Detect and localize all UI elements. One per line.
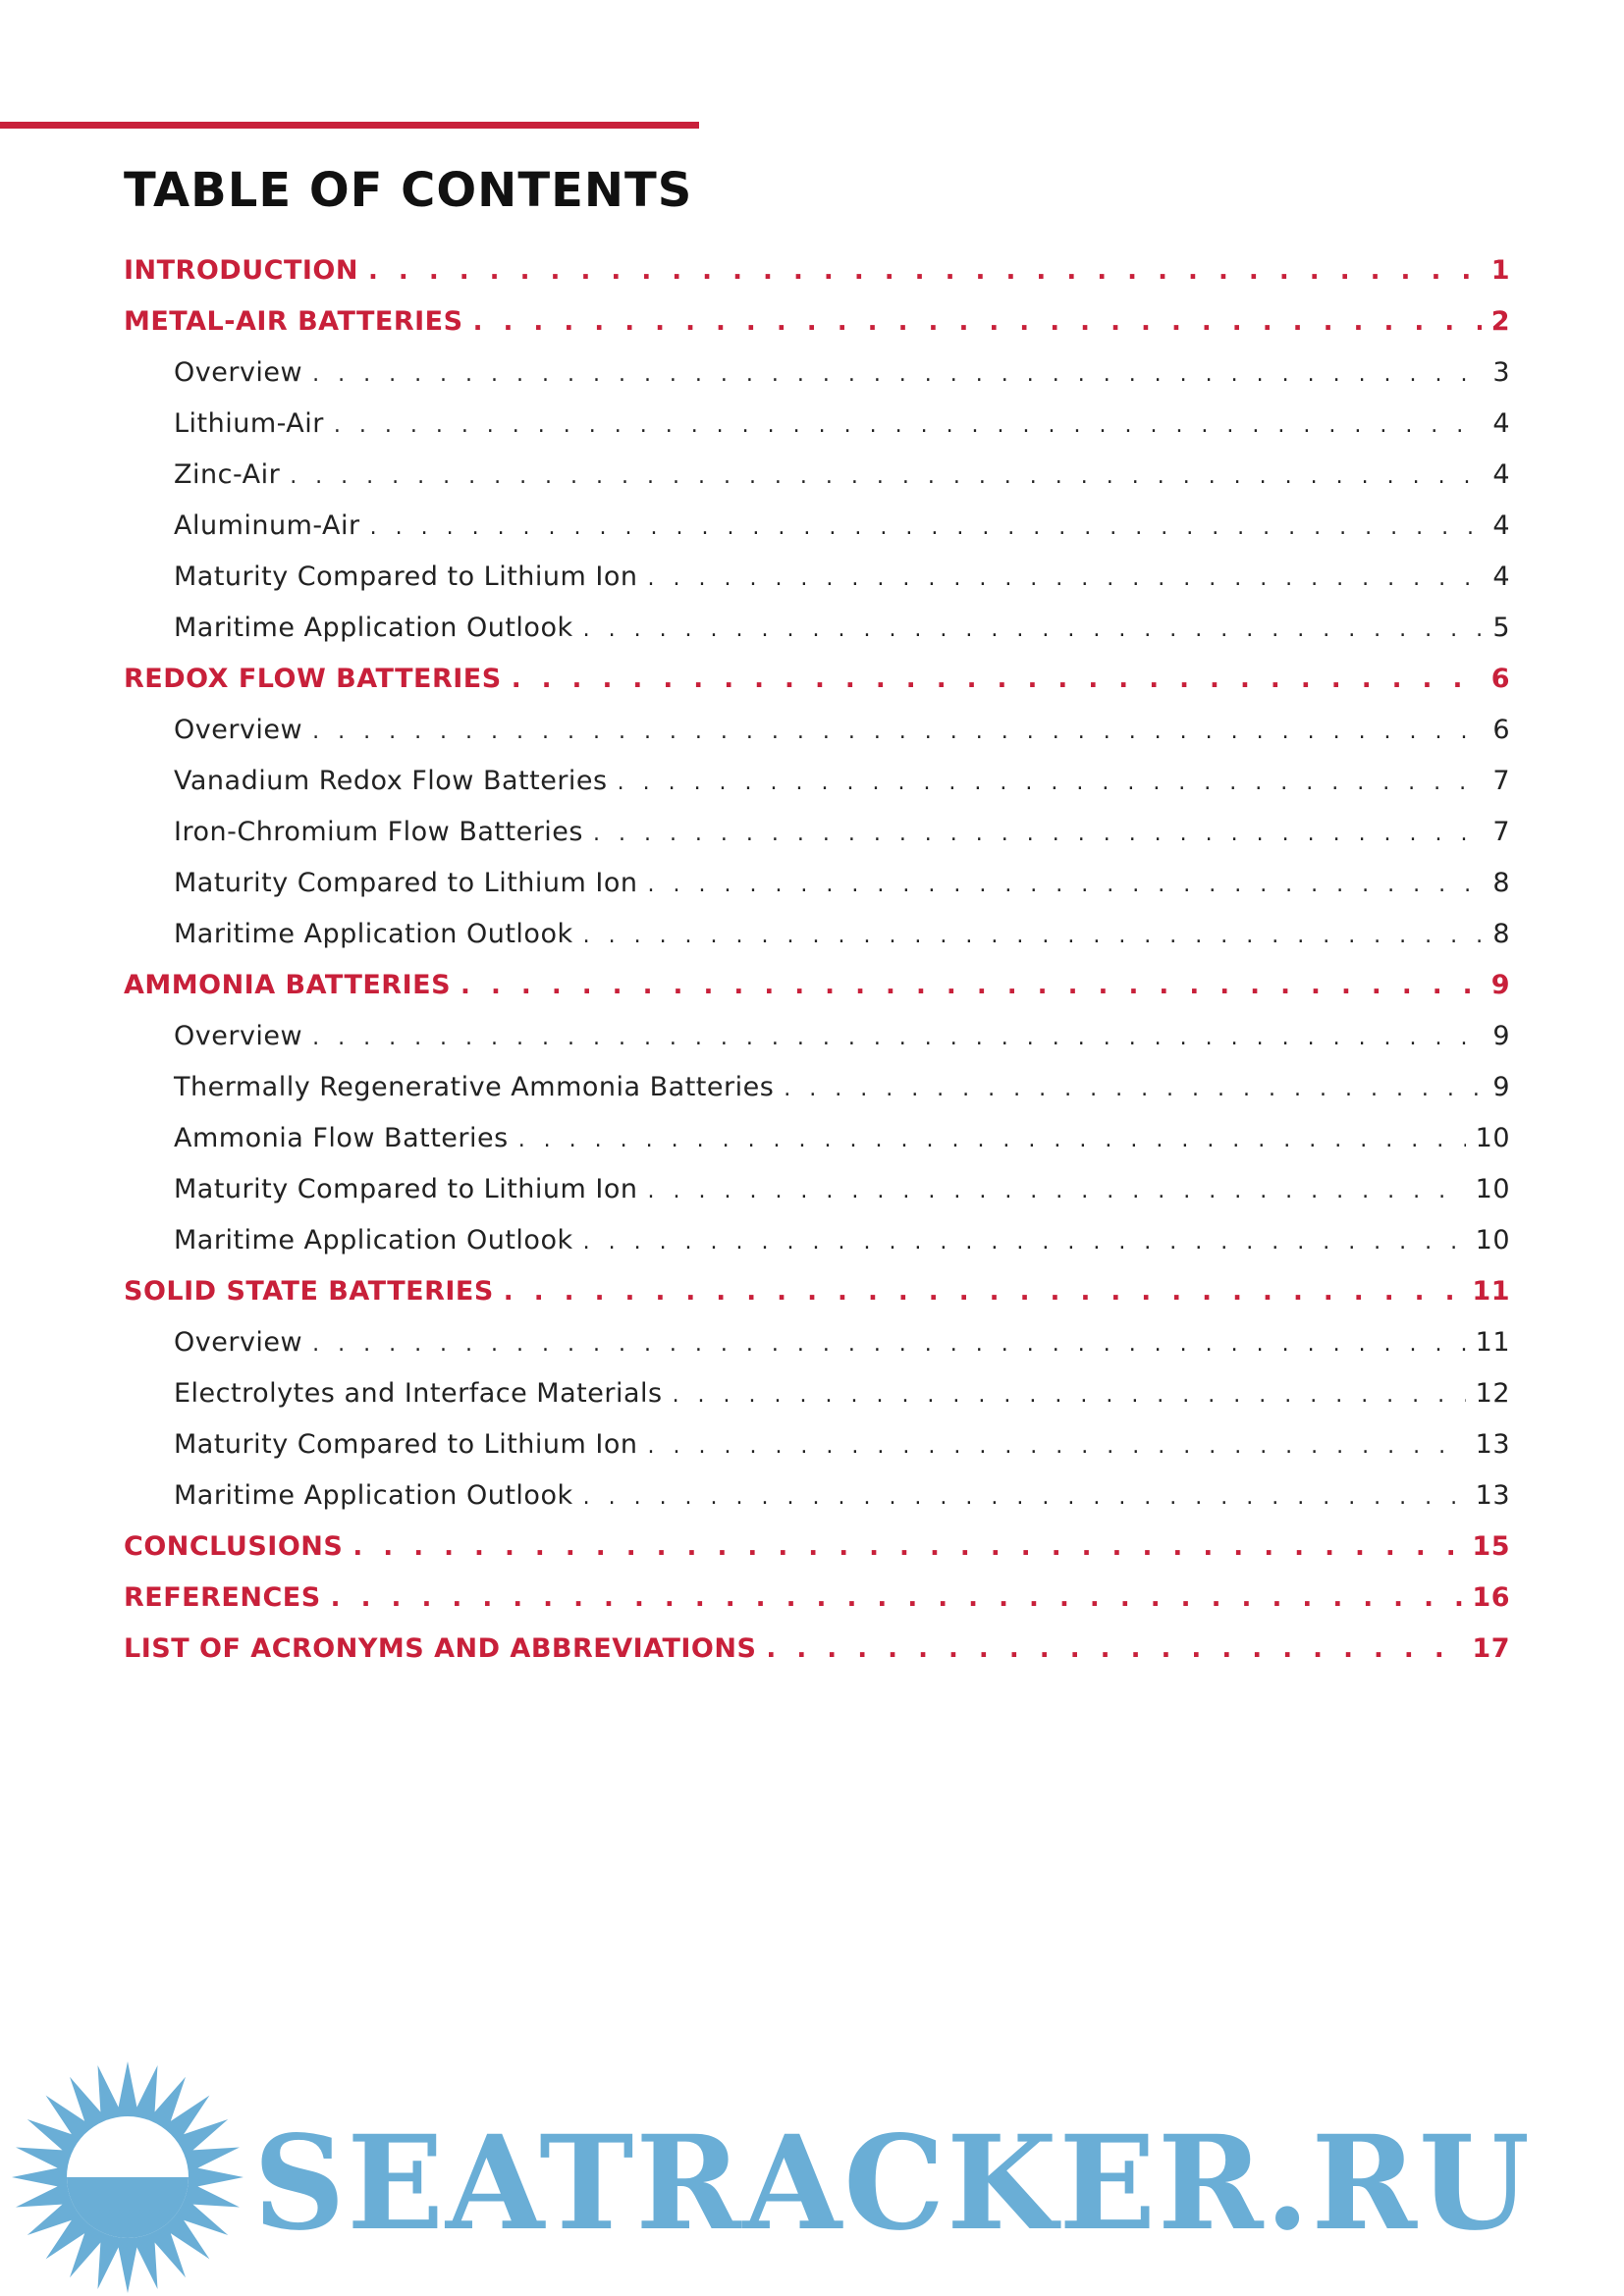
toc-entry-page-number: 5 [1492,613,1510,643]
dot-leader [312,1319,1466,1370]
toc-entry-page-number: 8 [1492,868,1510,898]
dot-leader [583,1217,1466,1268]
dot-leader [368,245,1482,296]
toc-entry-label: Maritime Application Outlook [174,1480,573,1511]
dot-leader [290,452,1483,503]
dot-leader [583,1472,1466,1523]
toc-section-entry[interactable] [124,1266,1510,1317]
toc-subsection-entry[interactable] [124,1062,1510,1113]
dot-leader [504,1266,1463,1317]
toc-section-entry[interactable] [124,960,1510,1011]
toc-subsection-entry[interactable] [124,603,1510,654]
toc-subsection-entry[interactable] [124,399,1510,450]
toc-entry-label: REDOX FLOW BATTERIES [124,664,502,694]
dot-leader [312,707,1483,758]
toc-entry-label: Maritime Application Outlook [174,1225,573,1255]
page-title: TABLE OF CONTENTS [124,163,693,218]
dot-leader [766,1624,1462,1675]
toc-entry-label: Lithium-Air [174,408,324,439]
dot-leader [583,605,1484,656]
toc-entry-label: Electrolytes and Interface Materials [174,1378,663,1409]
dot-leader [334,400,1483,452]
toc-entry-page-number: 2 [1490,306,1510,337]
toc-entry-label: Maturity Compared to Lithium Ion [174,1429,638,1460]
toc-entry-page-number: 16 [1472,1582,1510,1613]
sun-icon [12,2061,244,2293]
toc-entry-label: METAL-AIR BATTERIES [124,306,463,337]
toc-entry-page-number: 11 [1472,1276,1510,1307]
toc-subsection-entry[interactable] [124,1164,1510,1215]
toc-subsection-entry[interactable] [124,858,1510,909]
toc-entry-label: Ammonia Flow Batteries [174,1123,509,1153]
dot-leader [648,1421,1466,1472]
dot-leader [583,911,1484,962]
dot-leader [618,758,1484,809]
toc-entry-page-number: 4 [1492,510,1510,541]
toc-section-entry[interactable] [124,296,1510,347]
toc-entry-page-number: 1 [1490,255,1510,286]
dot-leader [312,1013,1483,1064]
toc-entry-label: SOLID STATE BATTERIES [124,1276,494,1307]
toc-entry-page-number: 7 [1492,766,1510,796]
toc-entry-label: Maturity Compared to Lithium Ion [174,868,638,898]
toc-entry-page-number: 12 [1475,1378,1510,1409]
toc-subsection-entry[interactable] [124,501,1510,552]
toc-entry-page-number: 10 [1475,1123,1510,1153]
toc-entry-page-number: 4 [1492,561,1510,592]
toc-entry-label: Maturity Compared to Lithium Ion [174,1174,638,1204]
toc-entry-label: Aluminum-Air [174,510,360,541]
watermark-text: SEATRACKER.RU [253,2108,1532,2260]
dot-leader [593,809,1483,860]
toc-entry-page-number: 10 [1475,1225,1510,1255]
toc-entry-label: Maturity Compared to Lithium Ion [174,561,638,592]
toc-subsection-entry[interactable] [124,450,1510,501]
toc-entry-page-number: 6 [1492,715,1510,745]
dot-leader [648,554,1484,605]
toc-entry-page-number: 10 [1475,1174,1510,1204]
toc-subsection-entry[interactable] [124,1215,1510,1266]
toc-entry-label: Zinc-Air [174,459,281,490]
toc-entry-page-number: 9 [1490,970,1510,1000]
toc-section-entry[interactable] [124,1573,1510,1624]
top-accent-rule [0,122,699,129]
toc-entry-page-number: 8 [1492,919,1510,949]
toc-entry-label: Iron-Chromium Flow Batteries [174,817,583,847]
toc-entry-page-number: 9 [1492,1072,1510,1102]
toc-subsection-entry[interactable] [124,1113,1510,1164]
toc-section-entry[interactable] [124,245,1510,296]
toc-entry-page-number: 7 [1492,817,1510,847]
toc-entry-label: CONCLUSIONS [124,1531,344,1562]
toc-entry-label: AMMONIA BATTERIES [124,970,452,1000]
toc-entry-page-number: 4 [1492,408,1510,439]
dot-leader [673,1370,1466,1421]
toc-entry-label: LIST OF ACRONYMS AND ABBREVIATIONS [124,1633,757,1664]
toc-entry-label: Overview [174,357,303,388]
dot-leader [370,503,1484,554]
dot-leader [518,1115,1466,1166]
toc-entry-page-number: 13 [1475,1480,1510,1511]
toc-subsection-entry[interactable] [124,807,1510,858]
toc-subsection-entry[interactable] [124,1368,1510,1419]
toc-subsection-entry[interactable] [124,347,1510,399]
toc-entry-label: Vanadium Redox Flow Batteries [174,766,608,796]
toc-section-entry[interactable] [124,1522,1510,1573]
toc-subsection-entry[interactable] [124,1317,1510,1368]
toc-entry-label: Maritime Application Outlook [174,613,573,643]
toc-entry-page-number: 11 [1475,1327,1510,1358]
toc-section-entry[interactable] [124,654,1510,705]
toc-subsection-entry[interactable] [124,756,1510,807]
toc-entry-label: REFERENCES [124,1582,321,1613]
toc-subsection-entry[interactable] [124,705,1510,756]
toc-entry-label: Thermally Regenerative Ammonia Batteries [174,1072,775,1102]
table-of-contents [124,245,1510,1675]
toc-entry-label: Overview [174,1327,303,1358]
toc-entry-label: Maritime Application Outlook [174,919,573,949]
toc-subsection-entry[interactable] [124,1470,1510,1522]
toc-entry-page-number: 3 [1492,357,1510,388]
toc-subsection-entry[interactable] [124,1011,1510,1062]
toc-subsection-entry[interactable] [124,552,1510,603]
dot-leader [312,349,1483,400]
dot-leader [784,1064,1483,1115]
toc-entry-page-number: 4 [1492,459,1510,490]
dot-leader [473,296,1482,347]
toc-entry-label: Overview [174,715,303,745]
dot-leader [512,654,1482,705]
dot-leader [648,1166,1466,1217]
dot-leader [460,960,1482,1011]
dot-leader [352,1522,1462,1573]
dot-leader [331,1573,1463,1624]
toc-entry-page-number: 17 [1472,1633,1510,1664]
toc-subsection-entry[interactable] [124,1419,1510,1470]
dot-leader [648,860,1484,911]
toc-entry-page-number: 15 [1472,1531,1510,1562]
toc-entry-page-number: 9 [1492,1021,1510,1051]
toc-entry-page-number: 6 [1490,664,1510,694]
toc-subsection-entry[interactable] [124,909,1510,960]
toc-entry-label: Overview [174,1021,303,1051]
toc-section-entry[interactable] [124,1624,1510,1675]
toc-entry-page-number: 13 [1475,1429,1510,1460]
toc-entry-label: INTRODUCTION [124,255,358,286]
